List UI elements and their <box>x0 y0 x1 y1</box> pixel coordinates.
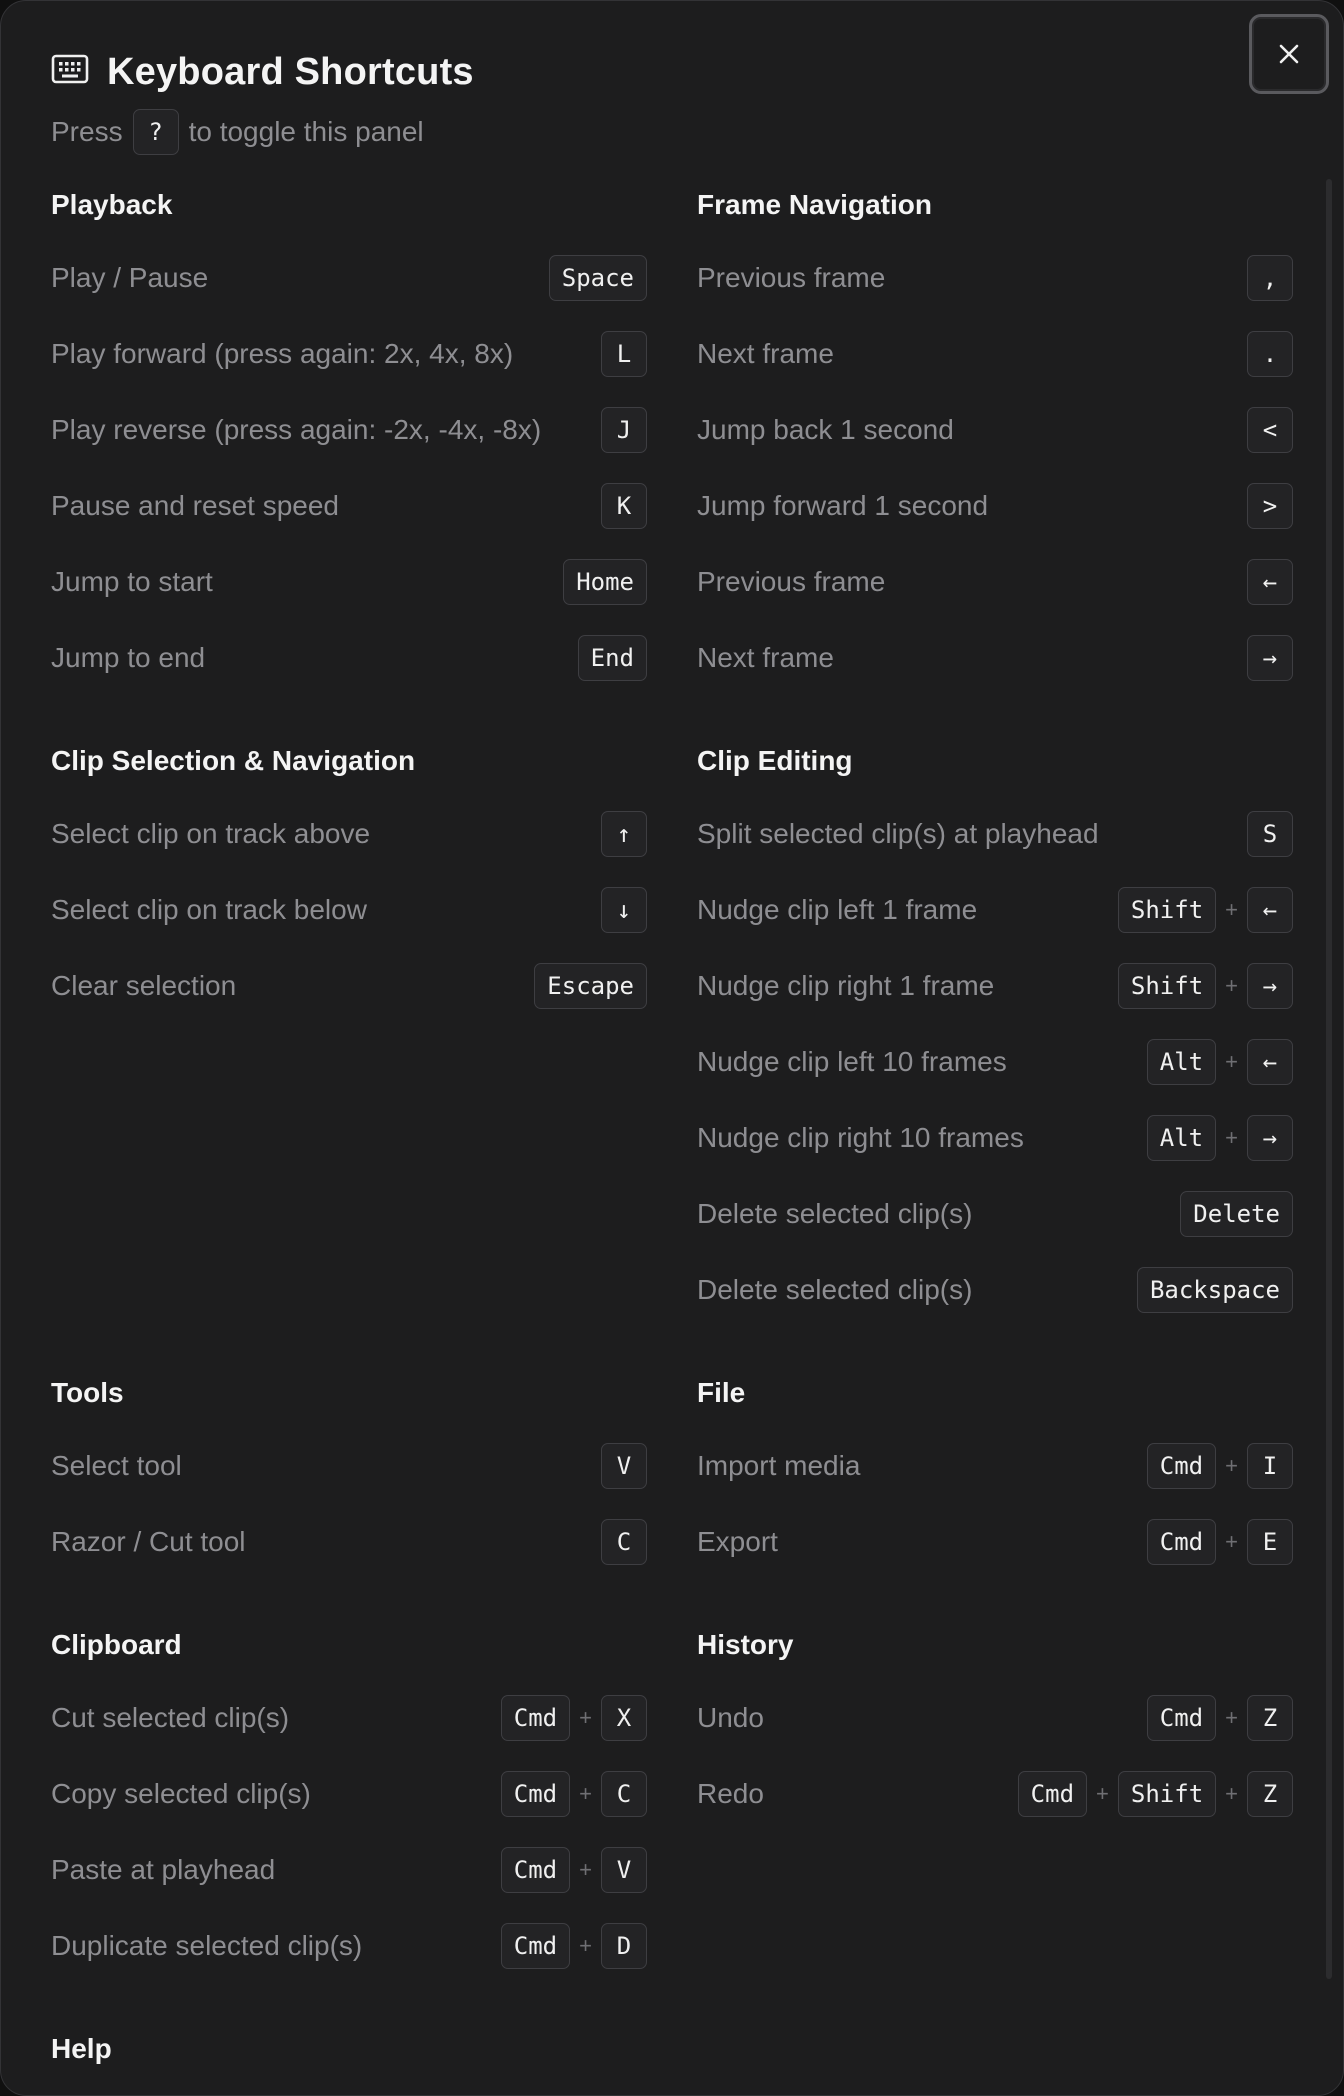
key-cap: Backspace <box>1137 1267 1293 1313</box>
key-cap: ← <box>1247 1039 1293 1085</box>
key-cap: V <box>601 1847 647 1893</box>
shortcut-row-nudge-clip-left-1-frame <box>697 886 1293 934</box>
key-separator: + <box>1225 1781 1238 1806</box>
shortcut-label: Previous frame <box>697 262 886 293</box>
shortcut-label: Export <box>697 1526 778 1557</box>
key-cap: Cmd <box>501 1771 570 1817</box>
scrollbar[interactable] <box>1326 179 1332 1979</box>
key-cap: X <box>601 1695 647 1741</box>
shortcut-label: Jump to start <box>51 566 213 597</box>
shortcut-label: Cut selected clip(s) <box>51 1702 290 1733</box>
key-cap: Shift <box>1118 963 1216 1009</box>
key-separator: + <box>579 1781 592 1806</box>
key-separator: + <box>1225 1529 1238 1554</box>
shortcut-label: Import media <box>697 1450 861 1481</box>
shortcut-row-select-clip-on-track-above <box>51 810 647 858</box>
shortcut-row-delete-selected-clip-s <box>697 1190 1293 1238</box>
shortcut-row-jump-forward-1-second <box>697 482 1293 530</box>
key-combo <box>549 255 647 301</box>
key-cap: ↑ <box>601 811 647 857</box>
key-cap: Cmd <box>1147 1443 1216 1489</box>
key-separator: + <box>1225 973 1238 998</box>
key-cap: D <box>601 1923 647 1969</box>
shortcut-label: Jump back 1 second <box>697 414 954 445</box>
shortcut-label: Play / Pause <box>51 262 209 293</box>
shortcut-label: Copy selected clip(s) <box>51 1778 311 1809</box>
key-cap: → <box>1247 1115 1293 1161</box>
shortcut-row-paste-at-playhead <box>51 1846 647 1894</box>
shortcut-label: Play reverse (press again: -2x, -4x, -8x) <box>51 414 542 445</box>
shortcut-row-play-pause <box>51 254 647 302</box>
shortcut-label: Nudge clip left 1 frame <box>697 894 978 925</box>
key-combo <box>1247 483 1293 529</box>
key-combo <box>501 1771 647 1817</box>
shortcut-row-play-forward-press-again-2x-4x-8x <box>51 330 647 378</box>
key-cap: Cmd <box>1147 1695 1216 1741</box>
key-combo <box>1147 1443 1293 1489</box>
key-separator: + <box>579 1857 592 1882</box>
key-combo <box>1247 559 1293 605</box>
key-cap: → <box>1247 963 1293 1009</box>
key-combo <box>1118 887 1293 933</box>
key-combo <box>1147 1039 1293 1085</box>
key-cap: E <box>1247 1519 1293 1565</box>
shortcut-row-copy-selected-clip-s <box>51 1770 647 1818</box>
key-cap: C <box>601 1771 647 1817</box>
shortcut-row-play-reverse-press-again-2x-4x-8x <box>51 406 647 454</box>
key-cap: Shift <box>1118 1771 1216 1817</box>
key-combo <box>601 483 647 529</box>
shortcut-label: Next frame <box>697 338 834 369</box>
section-title-help: Help <box>51 2033 112 2064</box>
key-cap: Cmd <box>501 1923 570 1969</box>
key-cap: ← <box>1247 887 1293 933</box>
key-combo <box>1247 635 1293 681</box>
key-cap: Shift <box>1118 887 1216 933</box>
shortcut-label: Select clip on track above <box>51 818 371 849</box>
key-cap: Space <box>549 255 647 301</box>
key-separator: + <box>1225 1705 1238 1730</box>
shortcut-row-undo <box>697 1694 1293 1742</box>
shortcut-row-redo <box>697 1770 1293 1818</box>
shortcut-row-next-frame <box>697 634 1293 682</box>
key-cap: L <box>601 331 647 377</box>
section-title-history: History <box>697 1629 794 1660</box>
shortcut-label: Nudge clip left 10 frames <box>697 1046 1007 1077</box>
key-combo <box>601 331 647 377</box>
shortcut-label: Jump forward 1 second <box>697 490 989 521</box>
key-combo <box>1147 1695 1293 1741</box>
shortcut-label: Select clip on track below <box>51 894 367 925</box>
shortcut-row-split-selected-clip-s-at-playhead <box>697 810 1293 858</box>
key-combo <box>501 1923 647 1969</box>
key-cap: K <box>601 483 647 529</box>
key-cap: V <box>601 1443 647 1489</box>
panel-title: Keyboard Shortcuts <box>107 51 474 93</box>
key-cap: J <box>601 407 647 453</box>
shortcut-label: Next frame <box>697 642 834 673</box>
shortcut-label: Jump to end <box>51 642 206 673</box>
shortcut-row-next-frame <box>697 330 1293 378</box>
key-separator: + <box>579 1705 592 1730</box>
key-cap: Cmd <box>501 1847 570 1893</box>
section-title-clip-editing: Clip Editing <box>697 745 853 776</box>
key-cap: ← <box>1247 559 1293 605</box>
close-icon <box>1278 43 1300 65</box>
key-cap: S <box>1247 811 1293 857</box>
key-cap: C <box>601 1519 647 1565</box>
key-cap: Cmd <box>501 1695 570 1741</box>
key-combo <box>1247 331 1293 377</box>
key-combo <box>1180 1191 1293 1237</box>
shortcut-row-previous-frame <box>697 558 1293 606</box>
key-combo <box>1147 1519 1293 1565</box>
shortcut-label: Delete selected clip(s) <box>697 1274 973 1305</box>
key-combo <box>501 1695 647 1741</box>
key-combo <box>1018 1771 1293 1817</box>
shortcut-row-duplicate-selected-clip-s <box>51 1922 647 1970</box>
shortcut-row-import-media <box>697 1442 1293 1490</box>
key-combo <box>534 963 647 1009</box>
section-title-clip-selection: Clip Selection & Navigation <box>51 745 416 776</box>
key-combo <box>1247 811 1293 857</box>
shortcut-row-select-tool <box>51 1442 647 1490</box>
shortcut-label: Nudge clip right 1 frame <box>697 970 995 1001</box>
key-cap: I <box>1247 1443 1293 1489</box>
key-cap: → <box>1247 635 1293 681</box>
key-combo <box>501 1847 647 1893</box>
shortcut-label: Pause and reset speed <box>51 490 339 521</box>
shortcut-row-nudge-clip-right-10-frames <box>697 1114 1293 1162</box>
key-separator: + <box>1225 1125 1238 1150</box>
key-combo <box>1137 1267 1293 1313</box>
subtitle-prefix: Press <box>51 116 123 147</box>
key-cap: ↓ <box>601 887 647 933</box>
key-separator: + <box>1225 897 1238 922</box>
shortcut-label: Redo <box>697 1778 764 1809</box>
key-cap: Delete <box>1180 1191 1293 1237</box>
shortcut-row-previous-frame <box>697 254 1293 302</box>
key-combo <box>601 1519 647 1565</box>
keyboard-icon <box>51 53 89 85</box>
section-title-file: File <box>697 1377 746 1408</box>
key-cap: Escape <box>534 963 647 1009</box>
shortcut-label: Previous frame <box>697 566 886 597</box>
shortcut-label: Undo <box>697 1702 764 1733</box>
key-combo <box>1247 255 1293 301</box>
key-separator: + <box>1096 1781 1109 1806</box>
key-combo <box>578 635 647 681</box>
shortcut-label: Paste at playhead <box>51 1854 276 1885</box>
toggle-key: ? <box>133 109 179 155</box>
key-combo <box>601 887 647 933</box>
key-cap: , <box>1247 255 1293 301</box>
shortcut-label: Delete selected clip(s) <box>697 1198 973 1229</box>
shortcut-label: Nudge clip right 10 frames <box>697 1122 1024 1153</box>
panel-subtitle <box>51 109 424 155</box>
shortcut-row-jump-back-1-second <box>697 406 1293 454</box>
shortcut-row-pause-and-reset-speed <box>51 482 647 530</box>
key-combo <box>601 1443 647 1489</box>
shortcut-label: Duplicate selected clip(s) <box>51 1930 363 1961</box>
key-combo <box>1147 1115 1293 1161</box>
key-separator: + <box>579 1933 592 1958</box>
shortcut-row-export <box>697 1518 1293 1566</box>
section-title-clipboard: Clipboard <box>51 1629 182 1660</box>
key-cap: Alt <box>1147 1115 1216 1161</box>
key-separator: + <box>1225 1453 1238 1478</box>
shortcut-row-nudge-clip-right-1-frame <box>697 962 1293 1010</box>
shortcut-label: Razor / Cut tool <box>51 1526 246 1557</box>
key-separator: + <box>1225 1049 1238 1074</box>
shortcut-row-clear-selection <box>51 962 647 1010</box>
key-combo <box>563 559 647 605</box>
close-button[interactable] <box>1249 14 1329 94</box>
key-cap: > <box>1247 483 1293 529</box>
key-combo <box>601 811 647 857</box>
shortcut-label: Select tool <box>51 1450 182 1481</box>
shortcut-label: Clear selection <box>51 970 237 1001</box>
shortcut-row-razor-cut-tool <box>51 1518 647 1566</box>
key-cap: Home <box>563 559 647 605</box>
section-title-playback: Playback <box>51 189 173 220</box>
section-title-tools: Tools <box>51 1377 124 1408</box>
key-cap: Cmd <box>1147 1519 1216 1565</box>
shortcut-row-nudge-clip-left-10-frames <box>697 1038 1293 1086</box>
key-cap: . <box>1247 331 1293 377</box>
shortcut-row-jump-to-start <box>51 558 647 606</box>
shortcut-label: Play forward (press again: 2x, 4x, 8x) <box>51 338 514 369</box>
subtitle-suffix: to toggle this panel <box>188 116 424 147</box>
key-cap: Z <box>1247 1695 1293 1741</box>
section-title-frame-navigation: Frame Navigation <box>697 189 932 220</box>
shortcut-label: Split selected clip(s) at playhead <box>697 818 1099 849</box>
key-cap: Cmd <box>1018 1771 1087 1817</box>
shortcut-row-delete-selected-clip-s <box>697 1266 1293 1314</box>
key-combo <box>601 407 647 453</box>
shortcut-row-select-clip-on-track-below <box>51 886 647 934</box>
shortcut-row-jump-to-end <box>51 634 647 682</box>
key-cap: End <box>578 635 647 681</box>
key-combo <box>1247 407 1293 453</box>
shortcut-row-cut-selected-clip-s <box>51 1694 647 1742</box>
key-combo <box>1118 963 1293 1009</box>
key-cap: Z <box>1247 1771 1293 1817</box>
key-cap: < <box>1247 407 1293 453</box>
key-cap: Alt <box>1147 1039 1216 1085</box>
